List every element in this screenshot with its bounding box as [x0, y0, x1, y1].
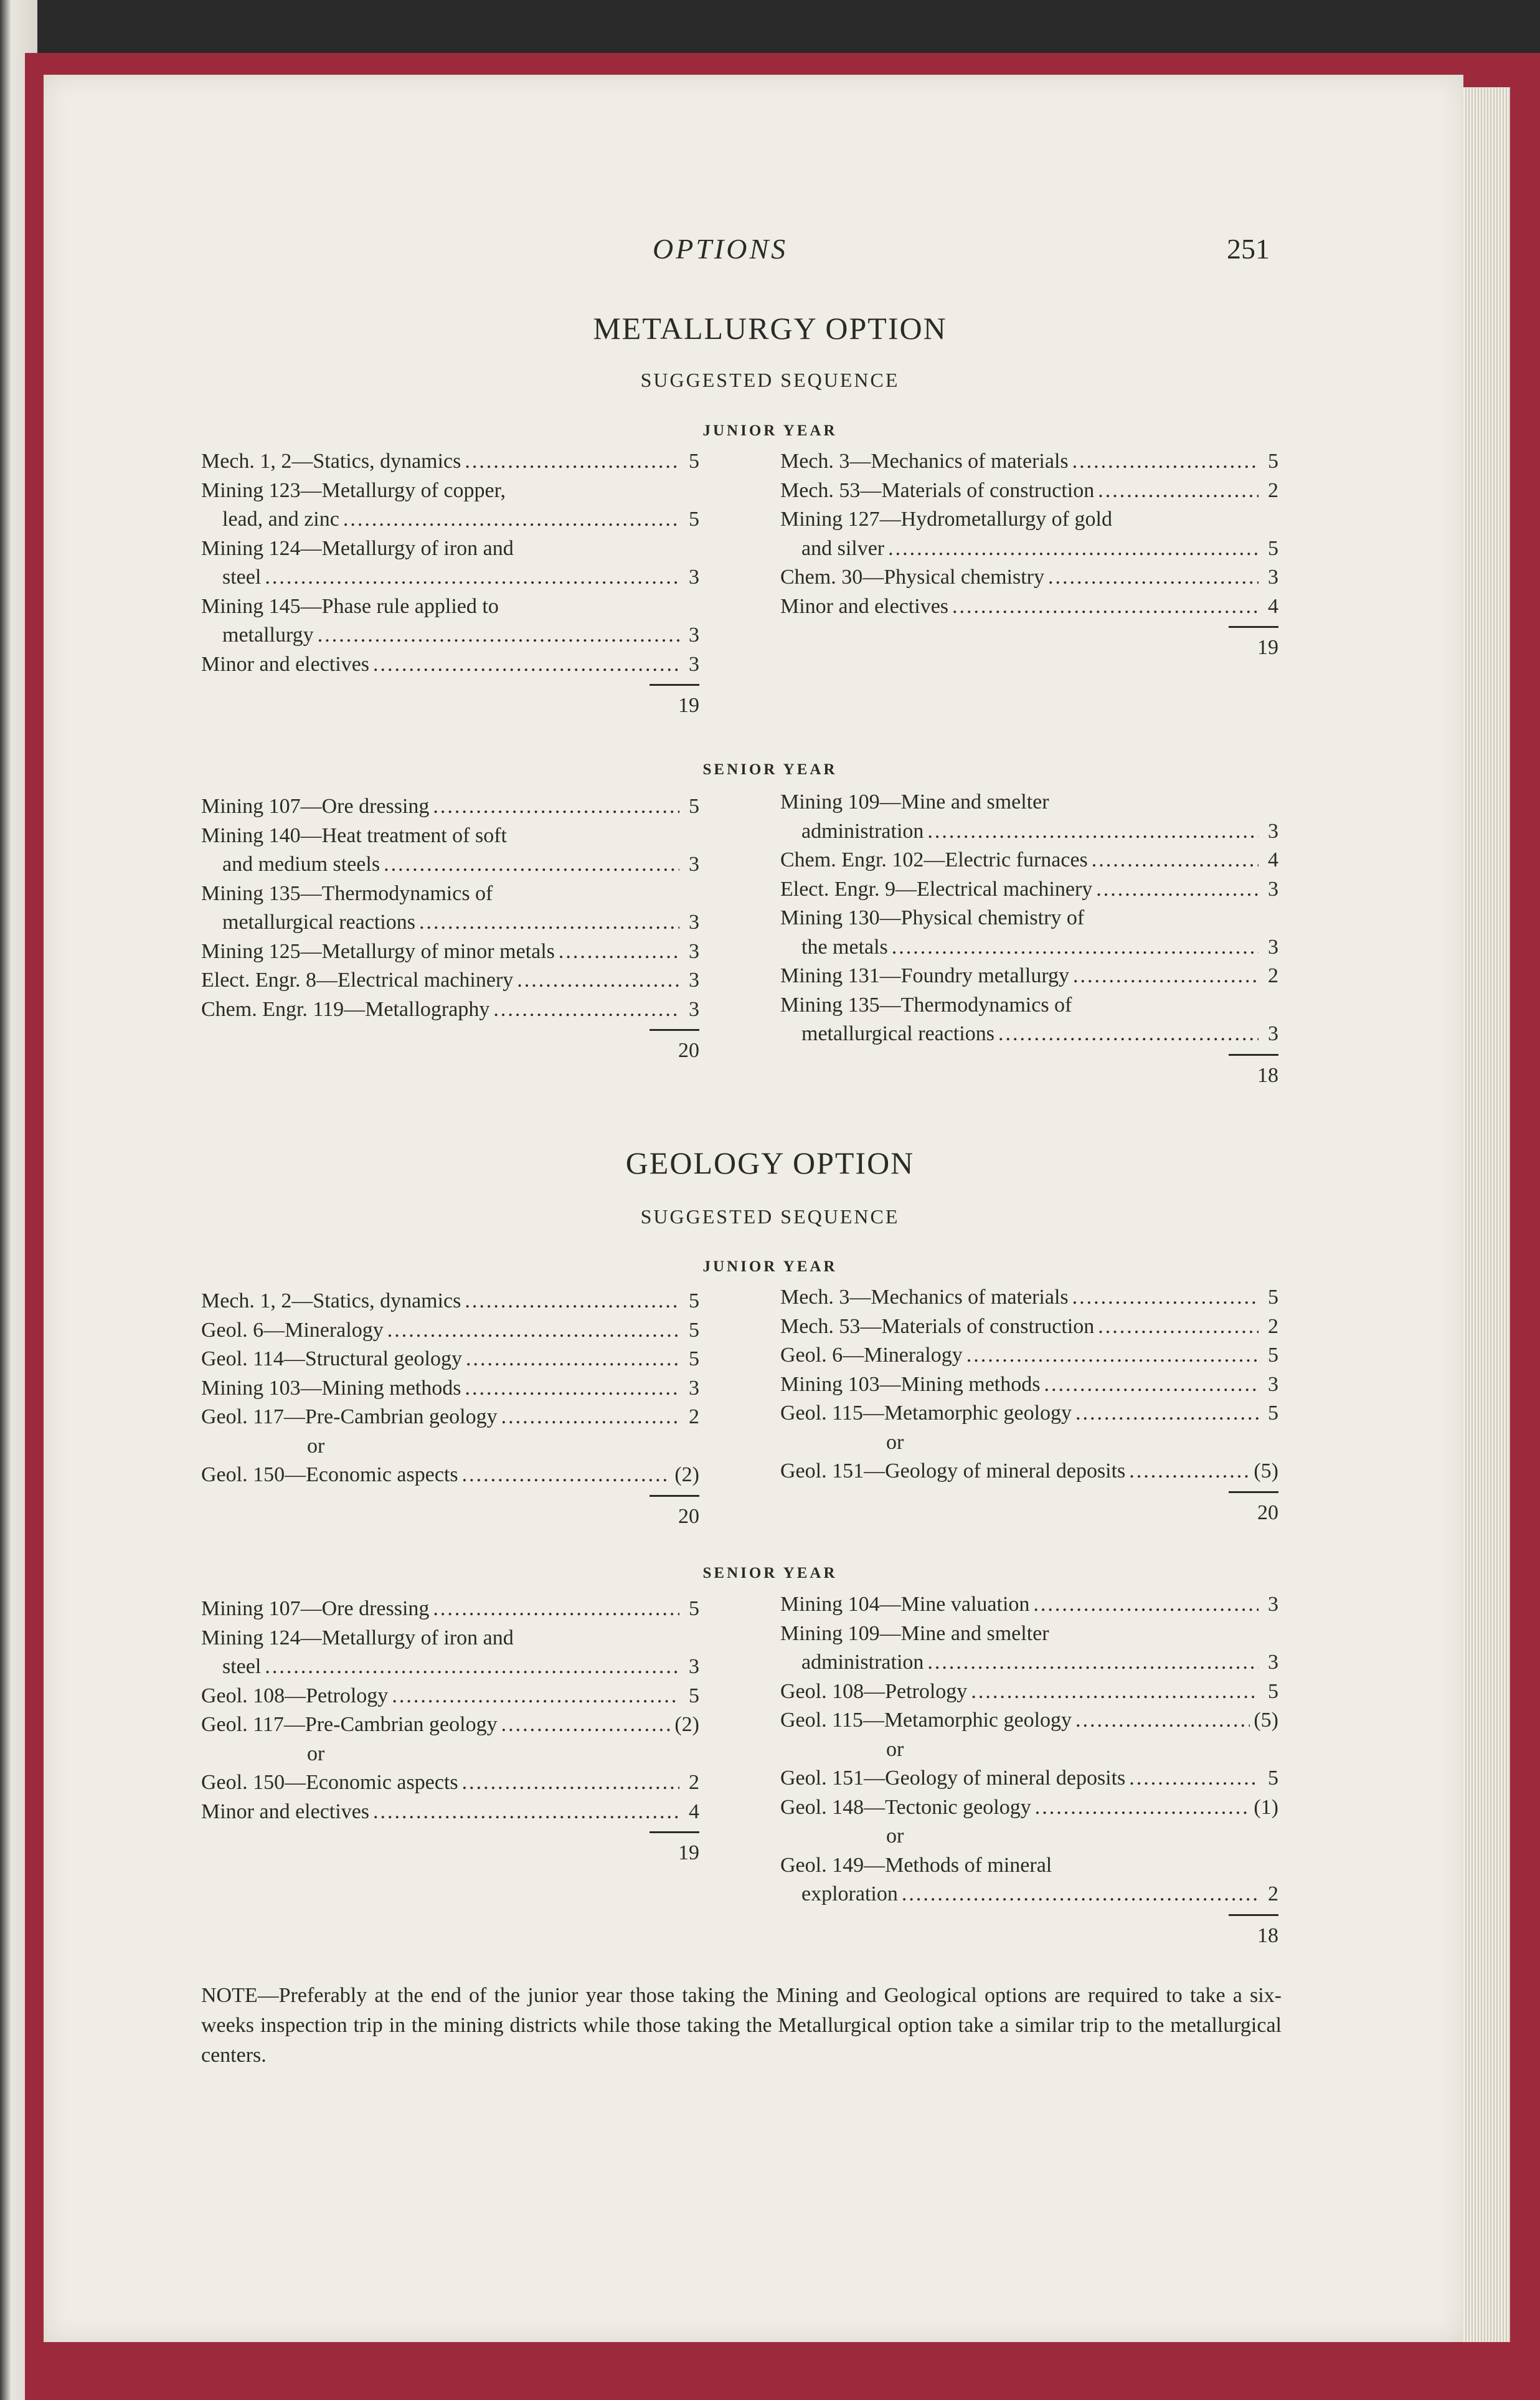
metallurgy-senior-right [780, 788, 1278, 1090]
credits-total: 18 [1257, 1063, 1278, 1087]
total-rule [201, 1024, 699, 1036]
course-credits: 5 [689, 508, 699, 531]
or-separator [201, 1740, 699, 1769]
course-row [780, 1620, 1278, 1649]
course-credits: (5) [1254, 1459, 1278, 1482]
credits-total: 20 [678, 1504, 699, 1528]
course-text: Mech. 1, 2—Statics, dynamics [201, 450, 461, 473]
course-row [201, 621, 699, 650]
course-credits: 5 [1268, 1679, 1278, 1703]
dot-leader [462, 1461, 671, 1490]
course-row [780, 991, 1278, 1020]
course-text: Geol. 115—Metamorphic geology [780, 1402, 1072, 1425]
dot-leader [265, 1653, 679, 1682]
dot-leader [433, 792, 679, 822]
or-separator [201, 1432, 699, 1461]
course-text: metallurgy [222, 624, 314, 647]
dot-leader [927, 1648, 1259, 1677]
dot-leader [466, 1345, 679, 1374]
course-credits: 5 [689, 450, 699, 473]
course-row [780, 1880, 1278, 1909]
course-credits: 4 [1268, 594, 1278, 618]
course-row [201, 447, 699, 477]
course-text: and medium steels [222, 853, 380, 876]
course-text: administration [801, 819, 924, 843]
or-label: or [886, 1737, 904, 1761]
course-row [201, 1316, 699, 1345]
total-rule [201, 1490, 699, 1502]
course-credits: 3 [1268, 1593, 1278, 1616]
dot-leader [343, 505, 679, 534]
course-text: Minor and electives [201, 1800, 370, 1823]
course-row [201, 1798, 699, 1827]
course-row [780, 1677, 1278, 1707]
credits-total: 19 [1257, 636, 1278, 659]
course-text: Elect. Engr. 8—Electrical machinery [201, 969, 514, 992]
course-credits: (2) [674, 1713, 699, 1736]
geology-senior-label: SENIOR YEAR [702, 1565, 838, 1582]
course-row [201, 505, 699, 534]
or-separator [780, 1822, 1278, 1851]
course-text: exploration [801, 1882, 898, 1905]
course-row [780, 1283, 1278, 1312]
dot-leader [1092, 846, 1259, 875]
course-credits: 3 [689, 652, 699, 676]
course-row [201, 966, 699, 995]
course-row [780, 477, 1278, 506]
course-credits: 3 [1268, 1372, 1278, 1396]
course-row [780, 447, 1278, 477]
or-label: or [886, 1824, 904, 1847]
course-text: Geol. 108—Petrology [780, 1679, 968, 1703]
dot-leader [1096, 875, 1259, 904]
course-row [780, 1851, 1278, 1881]
course-credits: 3 [689, 911, 699, 934]
course-row [780, 817, 1278, 847]
course-row [780, 534, 1278, 564]
course-row [201, 1710, 699, 1740]
course-text: Geol. 117—Pre-Cambrian geology [201, 1713, 498, 1736]
course-text: metallurgical reactions [801, 1022, 994, 1045]
course-text: Geol. 115—Metamorphic geology [780, 1709, 1072, 1732]
dot-leader [966, 1341, 1259, 1370]
course-text: Minor and electives [780, 594, 949, 618]
course-credits: 4 [1268, 848, 1278, 871]
geology-subtitle: SUGGESTED SEQUENCE [640, 1205, 900, 1228]
course-credits: 5 [1268, 1344, 1278, 1367]
dot-leader [1098, 477, 1259, 506]
course-credits: 2 [1268, 1882, 1278, 1905]
total-rule [201, 679, 699, 691]
course-row [780, 1793, 1278, 1823]
course-row [201, 822, 699, 851]
course-row [201, 477, 699, 506]
course-row [780, 1457, 1278, 1486]
dot-leader [952, 592, 1259, 622]
course-credits: 3 [689, 939, 699, 963]
course-credits: 5 [689, 1684, 699, 1707]
dot-leader [1048, 563, 1259, 592]
course-row [201, 1768, 699, 1798]
metallurgy-junior-right [780, 447, 1278, 663]
course-text: Mining 124—Metallurgy of iron and [201, 1626, 514, 1649]
course-row [201, 1653, 699, 1682]
course-row [201, 592, 699, 622]
course-text: Mining 107—Ore dressing [201, 795, 430, 818]
course-text: and silver [801, 536, 885, 560]
geology-senior-right [780, 1590, 1278, 1950]
course-text: Geol. 108—Petrology [201, 1684, 389, 1707]
course-text: Mining 123—Metallurgy of copper, [201, 478, 506, 502]
course-credits: 2 [1268, 964, 1278, 987]
course-credits: 3 [689, 1655, 699, 1678]
dot-leader [493, 995, 679, 1025]
course-credits: 5 [1268, 1286, 1278, 1309]
course-text: Geol. 150—Economic aspects [201, 1771, 458, 1794]
dot-leader [465, 447, 679, 477]
course-credits: 5 [1268, 536, 1278, 560]
course-text: metallurgical reactions [222, 911, 415, 934]
course-text: Mining 109—Mine and smelter [780, 790, 1049, 813]
course-text: Mech. 3—Mechanics of materials [780, 1286, 1069, 1309]
course-credits: 3 [689, 853, 699, 876]
dot-leader [1098, 1312, 1259, 1342]
course-credits: 2 [689, 1405, 699, 1428]
course-text: Mining 127—Hydrometallurgy of gold [780, 508, 1112, 531]
dot-leader [902, 1880, 1259, 1909]
course-credits: 5 [689, 1289, 699, 1312]
course-text: Mining 103—Mining methods [780, 1372, 1041, 1396]
credits-total: 20 [678, 1039, 699, 1062]
course-row [780, 846, 1278, 875]
dot-leader [998, 1020, 1259, 1049]
course-credits: 2 [689, 1771, 699, 1794]
course-credits: (1) [1254, 1795, 1278, 1819]
course-credits: 5 [689, 1597, 699, 1620]
course-credits: 2 [1268, 1314, 1278, 1338]
course-credits: 3 [689, 969, 699, 992]
course-row [780, 1648, 1278, 1677]
course-text: Elect. Engr. 9—Electrical machinery [780, 877, 1093, 901]
course-text: Mech. 3—Mechanics of materials [780, 450, 1069, 473]
course-text: Chem. 30—Physical chemistry [780, 566, 1045, 589]
or-label: or [307, 1742, 325, 1765]
course-row [201, 937, 699, 967]
course-row [780, 1706, 1278, 1735]
course-row [780, 563, 1278, 592]
course-credits: 2 [1268, 478, 1278, 502]
geology-junior-label: JUNIOR YEAR [702, 1258, 838, 1275]
course-credits: 3 [1268, 566, 1278, 589]
course-text: administration [801, 1651, 924, 1674]
dot-leader [419, 908, 679, 937]
course-text: Mining 124—Metallurgy of iron and [201, 536, 514, 560]
course-row [201, 1345, 699, 1374]
or-label: or [886, 1430, 904, 1454]
dot-leader [465, 1287, 679, 1316]
course-credits: 3 [1268, 935, 1278, 959]
dot-leader [971, 1677, 1259, 1707]
course-row [201, 1682, 699, 1711]
course-text: Geol. 149—Methods of mineral [780, 1853, 1052, 1877]
course-text: Minor and electives [201, 652, 370, 676]
course-credits: 5 [1268, 450, 1278, 473]
course-credits: 3 [689, 1376, 699, 1400]
course-text: Geol. 150—Economic aspects [201, 1463, 458, 1486]
dot-leader [392, 1682, 679, 1711]
course-text: lead, and zinc [222, 508, 339, 531]
dot-leader [888, 534, 1259, 564]
running-header-title: OPTIONS [653, 233, 788, 265]
course-text: Geol. 6—Mineralogy [780, 1344, 963, 1367]
course-credits: (5) [1254, 1709, 1278, 1732]
dot-leader [1033, 1590, 1259, 1620]
dot-leader [373, 1798, 679, 1827]
course-row [201, 1461, 699, 1490]
dot-leader [387, 1316, 679, 1345]
course-text: Mining 107—Ore dressing [201, 1597, 430, 1620]
dot-leader [1073, 962, 1259, 991]
course-text: Mining 130—Physical chemistry of [780, 906, 1085, 929]
course-row [201, 563, 699, 592]
dot-leader [433, 1595, 679, 1624]
or-separator [780, 1428, 1278, 1458]
course-row [780, 904, 1278, 933]
course-row [780, 1312, 1278, 1342]
course-credits: 5 [689, 1318, 699, 1342]
geology-option-title: GEOLOGY OPTION [625, 1145, 915, 1180]
credits-total: 18 [1257, 1923, 1278, 1947]
course-text: Mining 135—Thermodynamics of [201, 881, 493, 905]
course-credits: 3 [1268, 819, 1278, 843]
geology-junior-right [780, 1283, 1278, 1527]
course-text: Mech. 53—Materials of construction [780, 1314, 1095, 1338]
course-credits: 4 [689, 1800, 699, 1823]
course-credits: 5 [689, 1347, 699, 1370]
course-text: Geol. 148—Tectonic geology [780, 1795, 1031, 1819]
course-row [780, 592, 1278, 622]
course-row [201, 1403, 699, 1432]
credits-total: 20 [1257, 1501, 1278, 1524]
dot-leader [1035, 1793, 1250, 1823]
dot-leader [501, 1403, 679, 1432]
course-row [201, 1595, 699, 1624]
course-text: Mining 104—Mine valuation [780, 1593, 1030, 1616]
dot-leader [559, 937, 679, 967]
course-text: Geol. 114—Structural geology [201, 1347, 462, 1370]
metallurgy-option-title: METALLURGY OPTION [593, 311, 947, 346]
total-rule [780, 1486, 1278, 1499]
dot-leader [1075, 1399, 1259, 1428]
course-credits: 5 [1268, 1402, 1278, 1425]
metallurgy-junior-label: JUNIOR YEAR [702, 422, 838, 439]
course-row [780, 1399, 1278, 1428]
geology-senior-left [201, 1595, 699, 1868]
note-paragraph: NOTE—Preferably at the end of the junior year those taking the Mining and Geological options are required to take a six-weeks inspection trip in the mining districts while those taking the Metallurgical option take a similar trip to the metallurgical centers. [201, 1984, 1282, 2067]
dot-leader [462, 1768, 679, 1798]
credits-total: 19 [678, 694, 699, 717]
course-text: Mech. 53—Materials of construction [780, 478, 1095, 502]
course-row [780, 1370, 1278, 1400]
dot-leader [373, 650, 679, 680]
course-text: Geol. 151—Geology of mineral deposits [780, 1459, 1126, 1482]
course-text: Geol. 6—Mineralogy [201, 1318, 384, 1342]
course-row [780, 933, 1278, 962]
course-credits: 5 [689, 795, 699, 818]
course-row [201, 1287, 699, 1316]
page-number: 251 [1227, 233, 1270, 265]
course-text: Mining 145—Phase rule applied to [201, 594, 499, 618]
course-credits: 3 [689, 566, 699, 589]
dot-leader [265, 563, 679, 592]
dot-leader [1072, 447, 1259, 477]
course-row [780, 962, 1278, 991]
course-text: steel [222, 566, 262, 589]
dot-leader [1072, 1283, 1259, 1312]
dot-leader [501, 1710, 671, 1740]
course-row [201, 650, 699, 680]
dot-leader [1044, 1370, 1259, 1400]
course-row [201, 1624, 699, 1653]
credits-total: 19 [678, 1841, 699, 1864]
dot-leader [1129, 1764, 1259, 1793]
dot-leader [1129, 1457, 1250, 1486]
or-separator [780, 1735, 1278, 1765]
course-text: Mining 109—Mine and smelter [780, 1621, 1049, 1645]
course-text: Mining 135—Thermodynamics of [780, 993, 1072, 1017]
dot-leader [927, 817, 1259, 847]
dot-leader [318, 621, 679, 650]
metallurgy-senior-left [201, 792, 699, 1066]
course-credits: 3 [1268, 877, 1278, 901]
course-text: steel [222, 1655, 262, 1678]
course-text: Chem. Engr. 102—Electric furnaces [780, 848, 1088, 871]
course-text: Mining 103—Mining methods [201, 1376, 461, 1400]
course-row [201, 908, 699, 937]
course-credits: 3 [1268, 1651, 1278, 1674]
dot-leader [517, 966, 679, 995]
course-text: the metals [801, 935, 888, 959]
course-row [201, 534, 699, 564]
course-text: Mech. 1, 2—Statics, dynamics [201, 1289, 461, 1312]
total-rule [201, 1826, 699, 1839]
course-row [201, 995, 699, 1025]
course-row [201, 1374, 699, 1403]
course-row [780, 1764, 1278, 1793]
course-credits: 3 [689, 624, 699, 647]
dot-leader [1075, 1706, 1250, 1735]
course-text: Mining 140—Heat treatment of soft [201, 823, 508, 847]
metallurgy-senior-label: SENIOR YEAR [702, 761, 838, 778]
course-row [780, 788, 1278, 817]
course-row [780, 1341, 1278, 1370]
metallurgy-subtitle: SUGGESTED SEQUENCE [640, 369, 900, 391]
dot-leader [384, 850, 679, 880]
course-row [201, 850, 699, 880]
course-text: Mining 131—Foundry metallurgy [780, 964, 1070, 987]
course-credits: (2) [674, 1463, 699, 1486]
course-row [780, 1020, 1278, 1049]
course-text: Geol. 117—Pre-Cambrian geology [201, 1405, 498, 1428]
dot-leader [465, 1374, 679, 1403]
course-credits: 5 [1268, 1767, 1278, 1790]
course-row [201, 880, 699, 909]
total-rule [780, 1049, 1278, 1061]
course-credits: 3 [689, 997, 699, 1021]
geology-junior-left [201, 1287, 699, 1531]
dot-leader [892, 933, 1259, 962]
course-row [780, 1590, 1278, 1620]
course-text: Chem. Engr. 119—Metallography [201, 997, 490, 1021]
course-text: Geol. 151—Geology of mineral deposits [780, 1767, 1126, 1790]
course-row [780, 505, 1278, 534]
metallurgy-junior-left [201, 447, 699, 721]
course-credits: 3 [1268, 1022, 1278, 1045]
course-text: Mining 125—Metallurgy of minor metals [201, 939, 555, 963]
or-label: or [307, 1434, 325, 1458]
total-rule [780, 1909, 1278, 1922]
course-row [201, 792, 699, 822]
course-row [780, 875, 1278, 904]
total-rule [780, 621, 1278, 633]
